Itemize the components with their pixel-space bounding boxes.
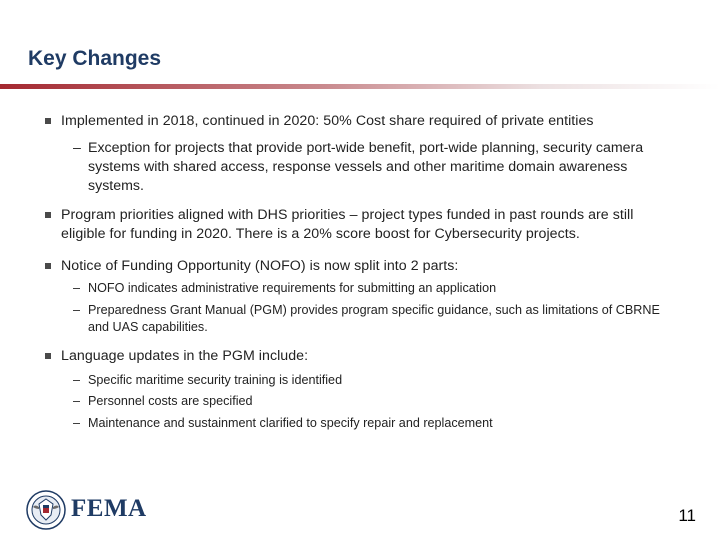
- dhs-seal-icon: [26, 490, 66, 530]
- bullet-text: Language updates in the PGM include:: [61, 348, 309, 364]
- bullet-item: [45, 257, 680, 276]
- sub-bullet-item: [73, 280, 678, 297]
- dash-marker: –: [73, 394, 81, 408]
- dash-marker: –: [73, 303, 81, 317]
- bullet-text: Notice of Funding Opportunity (NOFO) is now split into 2 parts:: [61, 258, 459, 274]
- slide-title: Key Changes: [28, 47, 162, 70]
- title-divider: [0, 84, 720, 89]
- dash-marker: –: [73, 281, 81, 295]
- bullet-item: [45, 347, 680, 366]
- sub-bullet-text: Exception for projects that provide port-wide benefit, port-wide planning, security camera systems with shared access, response vessels and other maritime domain awareness systems.: [88, 140, 644, 194]
- sub-bullet-item: [73, 139, 678, 196]
- bullet-text: Implemented in 2018, continued in 2020: 50% Cost share required of private entities: [61, 113, 594, 129]
- dash-marker: –: [73, 373, 81, 387]
- sub-bullet-text: Personnel costs are specified: [88, 394, 253, 408]
- sub-bullet-text: Preparedness Grant Manual (PGM) provides program specific guidance, such as limitations of CBRNE and UAS capabilities.: [88, 303, 660, 334]
- square-bullet-icon: [45, 118, 51, 124]
- square-bullet-icon: [45, 353, 51, 359]
- dash-marker: –: [73, 140, 81, 156]
- dash-marker: –: [73, 416, 81, 430]
- fema-logo: [26, 490, 156, 530]
- square-bullet-icon: [45, 212, 51, 218]
- bullet-item: [45, 112, 680, 131]
- sub-bullet-text: Maintenance and sustainment clarified to specify repair and replacement: [88, 416, 493, 430]
- sub-bullet-item: [73, 302, 678, 336]
- bullet-text: Program priorities aligned with DHS priorities – project types funded in past rounds are still eligible for funding in 2020. There is a 20% score boost for Cybersecurity projects.: [61, 207, 634, 242]
- page-number: 11: [678, 506, 696, 525]
- sub-bullet-text: NOFO indicates administrative requirements for submitting an application: [88, 281, 497, 295]
- sub-bullet-item: [73, 415, 678, 432]
- bullet-item: [45, 206, 680, 244]
- sub-bullet-item: [73, 372, 678, 389]
- sub-bullet-text: Specific maritime security training is identified: [88, 373, 343, 387]
- sub-bullet-item: [73, 393, 678, 410]
- fema-wordmark: FEMA: [71, 495, 147, 522]
- square-bullet-icon: [45, 263, 51, 269]
